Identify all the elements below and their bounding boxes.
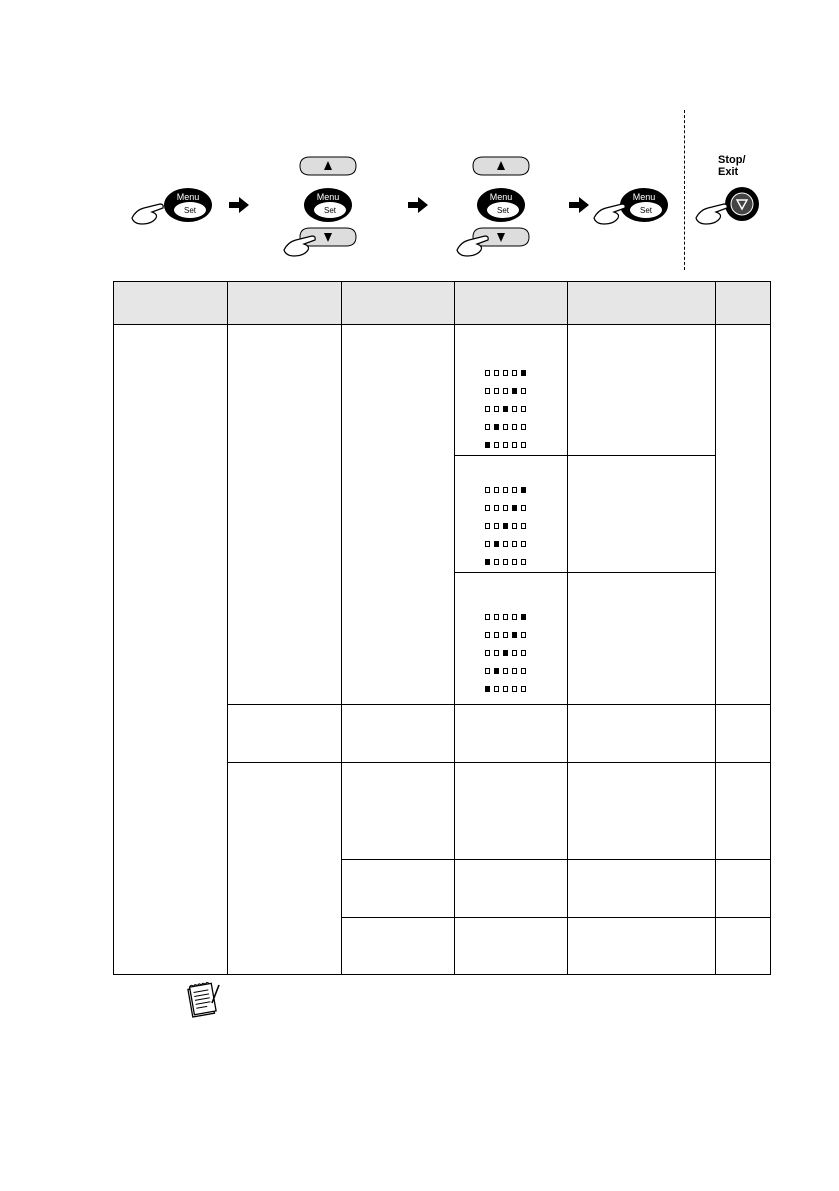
level-indicator-row	[485, 644, 535, 662]
level-dot-empty	[503, 668, 508, 674]
level-indicator-row	[485, 662, 535, 680]
level-dot-empty	[485, 406, 490, 412]
level-dot-empty	[494, 632, 499, 638]
level-dot-empty	[512, 668, 517, 674]
pointing-hand-icon	[282, 228, 322, 258]
level-dot-empty	[521, 442, 526, 448]
level-dot-empty	[521, 406, 526, 412]
level-dot-empty	[503, 370, 508, 376]
level-dot-empty	[512, 487, 517, 493]
level-dot-empty	[494, 686, 499, 692]
level-dot-empty	[521, 523, 526, 529]
arrow-right-icon	[408, 197, 428, 213]
level-indicator-row	[485, 608, 535, 626]
level-dot-empty	[494, 650, 499, 656]
level-dot-empty	[521, 632, 526, 638]
level-dot-empty	[485, 614, 490, 620]
pointing-hand-icon	[130, 196, 170, 226]
level-dot-empty	[512, 614, 517, 620]
section-divider	[684, 110, 685, 270]
level-dot-empty	[521, 686, 526, 692]
level-indicator-group	[485, 608, 535, 698]
level-dot-empty	[503, 505, 508, 511]
level-indicator-group	[485, 364, 535, 454]
level-dot-empty	[494, 442, 499, 448]
level-dot-empty	[521, 668, 526, 674]
level-dot-empty	[512, 442, 517, 448]
arrow-right-icon	[569, 197, 589, 213]
level-indicator-row	[485, 517, 535, 535]
level-indicator-row	[485, 535, 535, 553]
level-dot-empty	[503, 388, 508, 394]
level-dot-empty	[512, 541, 517, 547]
menu-label: Menu	[489, 192, 513, 202]
level-dot-filled	[485, 559, 490, 565]
level-dot-empty	[494, 388, 499, 394]
level-dot-empty	[503, 614, 508, 620]
set-label: Set	[496, 206, 510, 215]
level-dot-filled	[512, 632, 517, 638]
up-arrow-button[interactable]	[298, 155, 358, 177]
level-dot-empty	[521, 388, 526, 394]
level-indicator-row	[485, 364, 535, 382]
level-dot-empty	[512, 424, 517, 430]
level-dot-empty	[485, 487, 490, 493]
level-dot-empty	[494, 406, 499, 412]
level-indicator-group	[485, 481, 535, 571]
level-dot-empty	[494, 487, 499, 493]
level-indicator-row	[485, 680, 535, 698]
level-dot-empty	[521, 650, 526, 656]
set-label: Set	[639, 206, 653, 215]
level-indicator-row	[485, 436, 535, 454]
stop-label-line2: Exit	[718, 166, 739, 178]
pointing-hand-icon	[694, 196, 734, 226]
level-dot-empty	[521, 424, 526, 430]
table-grid-lines	[113, 281, 771, 975]
level-dot-empty	[503, 541, 508, 547]
level-dot-empty	[503, 424, 508, 430]
level-dot-filled	[494, 424, 499, 430]
level-dot-filled	[521, 370, 526, 376]
stop-exit-label	[718, 154, 778, 178]
level-indicator-row	[485, 382, 535, 400]
level-dot-empty	[485, 388, 490, 394]
menu-label: Menu	[632, 192, 656, 202]
menu-label: Menu	[316, 192, 340, 202]
level-dot-empty	[512, 559, 517, 565]
level-dot-empty	[485, 541, 490, 547]
level-indicator-row	[485, 481, 535, 499]
level-dot-empty	[494, 614, 499, 620]
level-dot-filled	[494, 668, 499, 674]
level-dot-filled	[485, 686, 490, 692]
level-dot-empty	[503, 442, 508, 448]
menu-set-button-step2[interactable]	[300, 186, 366, 224]
level-dot-empty	[512, 523, 517, 529]
menu-label: Menu	[176, 192, 200, 202]
pointing-hand-icon	[592, 196, 632, 226]
level-dot-filled	[485, 442, 490, 448]
level-dot-empty	[485, 370, 490, 376]
level-dot-empty	[494, 370, 499, 376]
level-dot-empty	[494, 505, 499, 511]
level-dot-empty	[512, 406, 517, 412]
arrow-right-icon	[229, 197, 249, 213]
level-dot-empty	[485, 668, 490, 674]
level-dot-empty	[521, 559, 526, 565]
note-pad-icon	[186, 981, 220, 1019]
menu-table	[113, 281, 771, 975]
stop-label-line1: Stop/	[718, 154, 746, 166]
level-dot-empty	[512, 650, 517, 656]
level-dot-empty	[485, 523, 490, 529]
up-arrow-button[interactable]	[471, 155, 531, 177]
level-dot-empty	[512, 686, 517, 692]
level-dot-empty	[503, 559, 508, 565]
level-dot-empty	[494, 559, 499, 565]
level-dot-filled	[512, 505, 517, 511]
level-dot-filled	[521, 487, 526, 493]
level-dot-empty	[503, 487, 508, 493]
level-indicator-row	[485, 553, 535, 571]
level-indicator-row	[485, 418, 535, 436]
level-dot-empty	[485, 424, 490, 430]
set-label: Set	[323, 206, 337, 215]
level-dot-empty	[503, 686, 508, 692]
level-dot-filled	[503, 406, 508, 412]
level-dot-filled	[494, 541, 499, 547]
level-dot-empty	[485, 632, 490, 638]
level-indicator-row	[485, 400, 535, 418]
level-dot-filled	[503, 650, 508, 656]
level-indicator-row	[485, 499, 535, 517]
level-dot-empty	[503, 632, 508, 638]
pointing-hand-icon	[455, 228, 495, 258]
level-dot-filled	[512, 388, 517, 394]
set-label: Set	[183, 206, 197, 215]
level-dot-empty	[512, 370, 517, 376]
level-dot-empty	[485, 505, 490, 511]
level-dot-empty	[494, 523, 499, 529]
level-dot-empty	[521, 505, 526, 511]
level-dot-empty	[485, 650, 490, 656]
menu-set-button-step3[interactable]	[473, 186, 539, 224]
level-indicator-row	[485, 626, 535, 644]
level-dot-filled	[521, 614, 526, 620]
level-dot-filled	[503, 523, 508, 529]
level-dot-empty	[521, 541, 526, 547]
